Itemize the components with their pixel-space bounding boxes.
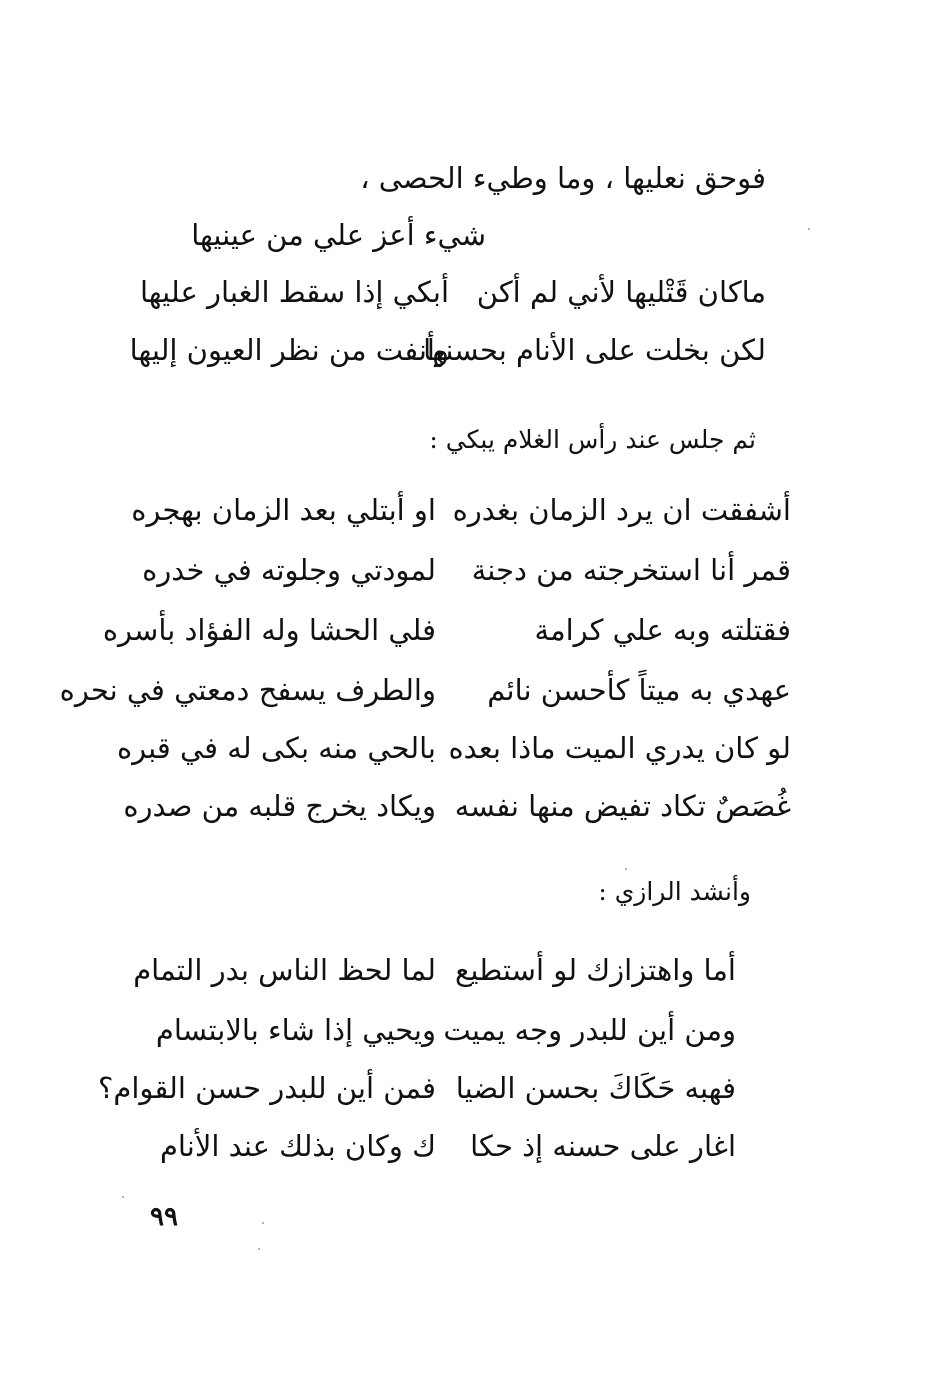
verse-left-hemistich: ويحيي إذا شاء بالابتسام [155,1013,436,1047]
intro-line-1: فوحق نعليها ، وما وطيء الحصى ، [360,161,766,195]
verse-left-hemistich: او أبتلي بعد الزمان بهجره [131,493,436,527]
verse-right-hemistich: لو كان يدري الميت ماذا بعده [448,731,791,765]
verse-right-hemistich: أما واهتزازك لو أستطيع [454,953,736,987]
verse-left-hemistich: ويكاد يخرج قلبه من صدره [123,789,436,823]
intro-line-2: شيء أعز علي من عينيها [191,218,486,252]
verse-left-hemistich: بالحي منه بكى له في قبره [116,731,436,765]
scan-speck [258,1248,260,1250]
verse-right-hemistich: قمر أنا استخرجته من دجنة [471,553,791,587]
verse-right-hemistich: فقتلته وبه علي كرامة [534,613,791,647]
verse-right-hemistich: فهبه حَكَاكَ بحسن الضيا [455,1071,736,1105]
verse-right-hemistich: لكن بخلت على الأنام بحسنها [423,333,766,367]
verse-left-hemistich: والطرف يسفح دمعتي في نحره [59,673,436,707]
verse-right-hemistich: اغار على حسنه إذ حكا [470,1129,736,1163]
scan-speck [625,868,627,870]
scan-speck [262,1222,264,1224]
verse-left-hemistich: أبكي إذا سقط الغبار عليها [139,275,449,309]
section-heading: ثم جلس عند رأس الغلام يبكي : [429,425,756,454]
verse-left-hemistich: لمودتي وجلوته في خدره [142,553,436,587]
verse-left-hemistich: فمن أين للبدر حسن القوام؟ [97,1071,436,1105]
section-heading: وأنشد الرازي : [598,877,751,906]
verse-right-hemistich: أشفقت ان يرد الزمان بغدره [452,493,791,527]
verse-right-hemistich: ماكان قَتْليها لأني لم أكن [476,275,766,309]
page-number: ٩٩ [150,1202,178,1232]
scan-speck [808,228,810,230]
verse-left-hemistich: لما لحظ الناس بدر التمام [133,953,436,987]
verse-right-hemistich: ومن أين للبدر وجه يميت [443,1013,736,1047]
verse-right-hemistich: غُصَصٌ تكاد تفيض منها نفسه [454,789,791,823]
verse-left-hemistich: فلي الحشا وله الفؤاد بأسره [102,613,436,647]
verse-left-hemistich: وأنفت من نظر العيون إليها [129,333,449,367]
verse-left-hemistich: ك وكان بذلك عند الأنام [159,1129,436,1163]
verse-right-hemistich: عهدي به ميتاً كأحسن نائم [487,673,791,707]
scan-speck [122,1196,124,1198]
